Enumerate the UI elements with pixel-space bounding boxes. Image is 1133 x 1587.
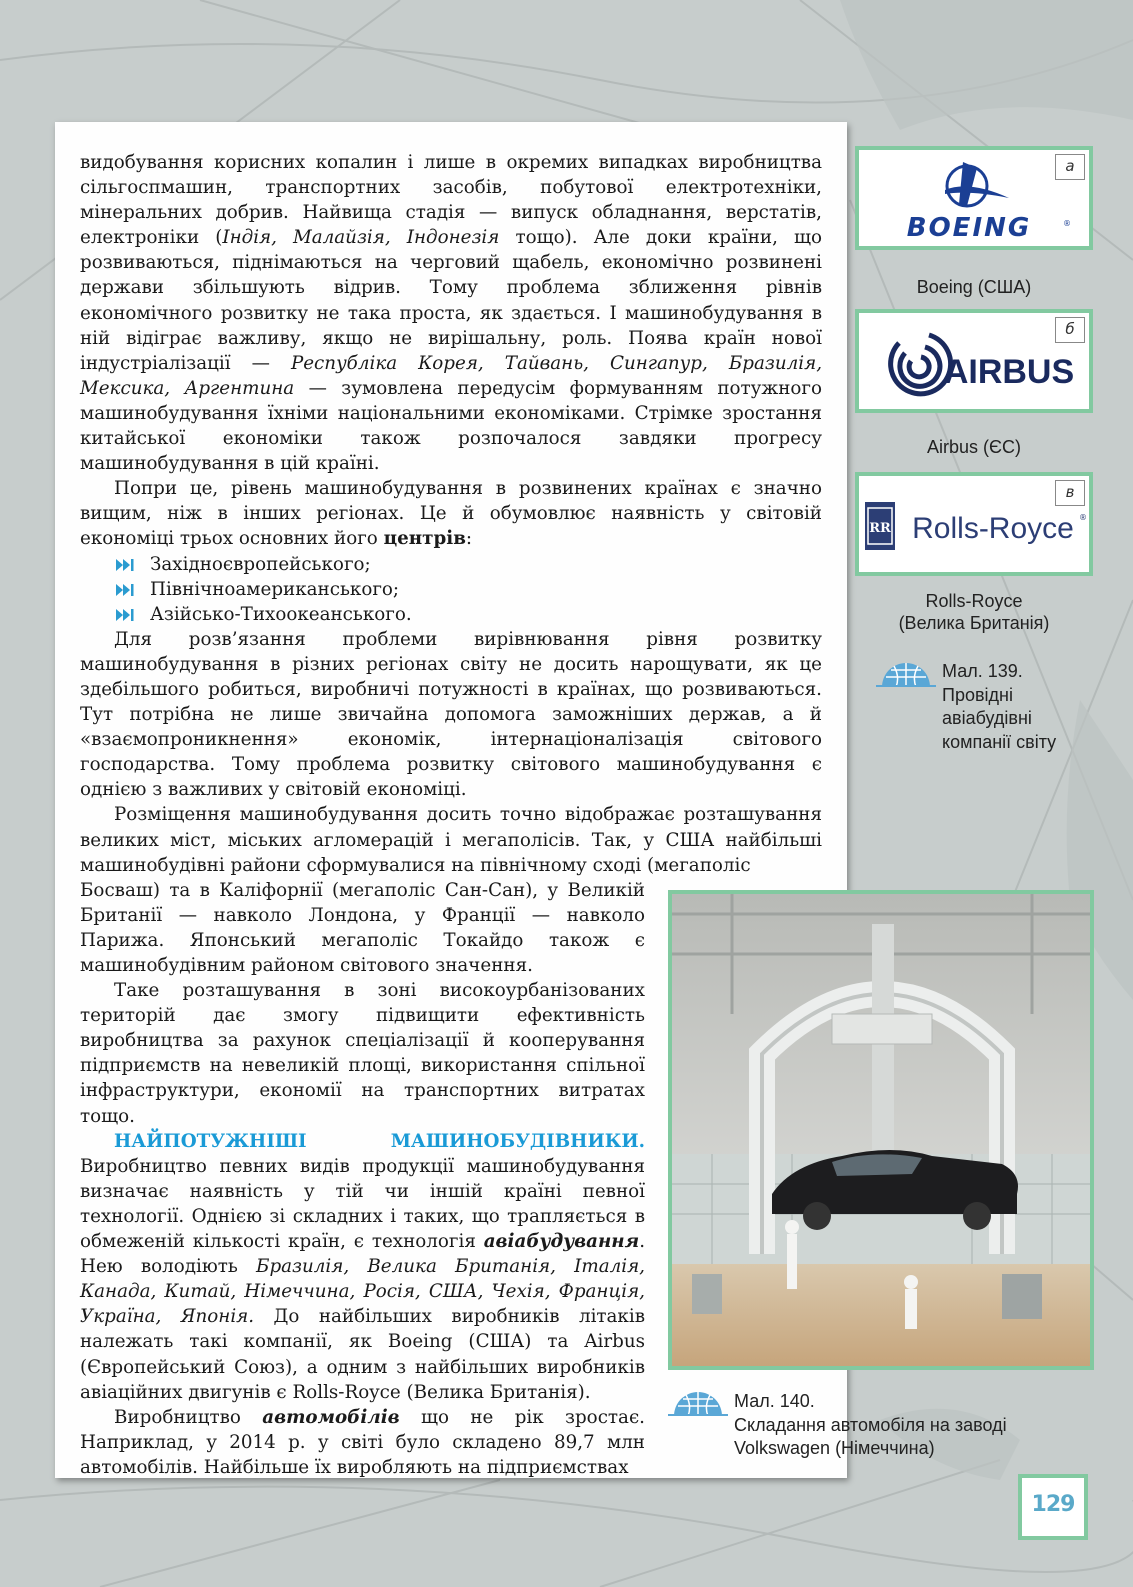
figure-140-caption <box>734 1390 1007 1461</box>
paragraph-6 <box>80 1129 645 1405</box>
paragraph-2-bold: центрів <box>383 528 466 550</box>
paragraph-2-text: Попри це, рівень машинобудування в розвинених країнах є значно вищим, ніж в інших регіонах. Це й обумовлює наявність у світовій економіці трьох основних його <box>80 478 822 550</box>
registered-mark: ® <box>1079 513 1087 522</box>
globe-icon <box>876 657 936 687</box>
figure-139-text-line-2: авіабудівні <box>942 708 1032 728</box>
figure-letter: в <box>1055 480 1085 506</box>
figure-letter: а <box>1055 154 1085 180</box>
paragraph-2 <box>80 476 822 551</box>
paragraph-7-text: Виробництво <box>114 1406 263 1428</box>
rolls-royce-logo <box>859 476 1089 572</box>
registered-mark: ® <box>1063 219 1071 228</box>
figure-139-text-line-1: Провідні <box>942 684 1013 705</box>
paragraph-1-italic-2: Республіка Корея, Тайвань, Сингапур, Бразилія, Мексика, Аргентина <box>80 352 822 399</box>
rolls-royce-caption-line-1: Rolls-Royce <box>925 591 1023 611</box>
list-item-text: Північноамериканського; <box>150 578 400 600</box>
paragraph-6-text-b: . Нею володіють <box>80 1231 645 1278</box>
rolls-royce-caption <box>855 590 1093 634</box>
airbus-logo-box <box>855 309 1093 413</box>
paragraph-3: Для розв’язання проблеми вирівнювання рівня розвитку машинобудування в різних регіонах світу не досить нарощувати, як це здебільшого робиться, виробничі потужності в країнах, що розвиваються. Тут потрібна не лише звичайна допомога заможніших держав, а й «взаємопроникнення» економік, інтернаціоналізація світового господарства. Тому проблема розвитку світового машинобудування є однією з важливих у світовій економіці. <box>80 628 822 801</box>
boeing-caption: Boeing (США) <box>916 277 1032 297</box>
figure-label: Мал. 139. <box>942 661 1023 681</box>
paragraph-6-text-c: До найбільших виробників літаків належать такі компанії, як Boeing (США) та Airbus (Європейський Союз), а одним з найбільших виробників авіаційних двигунів є Rolls-Royce (Велика Британія). <box>80 1306 645 1403</box>
list-item-text: Азійсько-Тихоокеанського. <box>150 603 412 625</box>
car-assembly-photo <box>668 890 1094 1370</box>
paragraph-7-bold-italic: автомобілів <box>262 1406 400 1428</box>
figure-139-text-line-3: компанії світу <box>942 731 1057 752</box>
paragraph-2-end: : <box>465 528 473 550</box>
rolls-royce-wordmark: Rolls-Royce <box>912 512 1074 545</box>
globe-icon <box>668 1386 728 1416</box>
figure-140-text-line-2: Volkswagen (Німеччина) <box>734 1438 935 1458</box>
figure-label: Мал. 140. <box>734 1391 815 1411</box>
rolls-royce-caption-line-2: (Велика Британія) <box>898 613 1050 633</box>
paragraph-1-italic: Індія, Малайзія, Індонезія <box>222 227 500 249</box>
airbus-logo <box>859 313 1089 409</box>
paragraph-5: Таке розташування в зоні високоурбанізованих територій дає змогу підвищити ефективність виробництва за рахунок спеціалізації й кооперування підприємств на невеликій площі, використання спільної інфраструктури, економії на транспортних витратах тощо. <box>80 980 645 1127</box>
paragraph-4-continued: Босваш) та в Каліфорнії (мегаполіс Сан-Сан), у Великій Британії — навколо Лондона, у Франції — навколо Парижа. Японський мегаполіс Токайдо також є машинобудівним районом світового значення. <box>80 879 645 976</box>
centers-list <box>80 552 822 627</box>
fast-forward-icon <box>116 584 134 596</box>
list-item <box>116 552 822 577</box>
boeing-wordmark: BOEING <box>906 213 1032 243</box>
paragraph-1-text-b: тощо). Але доки країни, що розвиваються, піднімаються на черговий щабель, економічно розвинені держави збільшують відрив. Тому проблема зближення рівнів економічного розвитку не така проста, як здається. І машинобудування в ній відіграє важливу, якщо не вирішальну, роль. Поява країн нової індустріалізації — <box>80 227 822 374</box>
paragraph-1 <box>80 150 822 476</box>
paragraph-4: Розміщення машинобудування досить точно відображає розташування великих міст, міських агломерацій і мегаполісів. Так, у США найбільші машинобудівні райони сформувалися на північному сході (мегаполіс <box>80 804 822 876</box>
boeing-logo <box>859 150 1089 246</box>
paragraph-1-text: видобування корисних копалин і лише в окремих випадках виробництва сільгоспмашин, транспортних засобів, побутової електротехніки, мінеральних добрив. Найвища стадія — випуск обладнання, верстатів, електроніки ( <box>80 152 822 249</box>
airbus-caption: Airbus (ЄС) <box>927 437 1021 457</box>
paragraph-7-text-b: що не рік зростає. Наприклад, у 2014 р. у світі було складено 89,7 млн автомобілів. Найбільше їх виробляють на підприємствах <box>80 1406 645 1478</box>
list-item <box>116 577 822 602</box>
paragraph-1-text-c: — зумовлена передусім формуванням потужного машинобудування їхніми національними економіками. Стрімке зростання китайської економіки також розпочалося завдяки прогресу машинобудування в цій країні. <box>80 377 822 475</box>
figure-140-text-line-1: Складання автомобіля на заводі <box>734 1414 1007 1435</box>
paragraph-6-italic: Бразилія, Велика Британія, Італія, Канада, Китай, Німеччина, Росія, США, Чехія, Франція, Україна, Японія. <box>80 1256 645 1328</box>
airbus-wordmark: AIRBUS <box>943 353 1075 391</box>
paragraph-6-text: Виробництво певних видів продукції машинобудування визначає наявність у тій чи іншій країні певної технології. Однією зі складних і таких, що трапляється в обмеженій кількості країн, є технологія <box>80 1155 645 1253</box>
car-assembly-illustration <box>672 894 1090 1366</box>
page-number: 129 <box>1031 1492 1075 1517</box>
list-item <box>116 602 822 627</box>
paragraph-6-bold-italic: авіабудування <box>483 1231 640 1253</box>
figure-139-caption <box>942 660 1056 754</box>
paragraph-7 <box>80 1405 645 1480</box>
boeing-logo-box <box>855 146 1093 250</box>
rolls-royce-logo-box <box>855 472 1093 576</box>
fast-forward-icon <box>116 609 134 621</box>
rr-badge: RR <box>869 521 891 536</box>
fast-forward-icon <box>116 559 134 571</box>
figure-letter: б <box>1055 317 1085 343</box>
list-item-text: Західноєвропейського; <box>150 553 371 575</box>
section-heading: НАЙПОТУЖНІШІ МАШИНОБУДІВНИКИ. <box>114 1130 645 1152</box>
page-number-box <box>1018 1474 1088 1540</box>
